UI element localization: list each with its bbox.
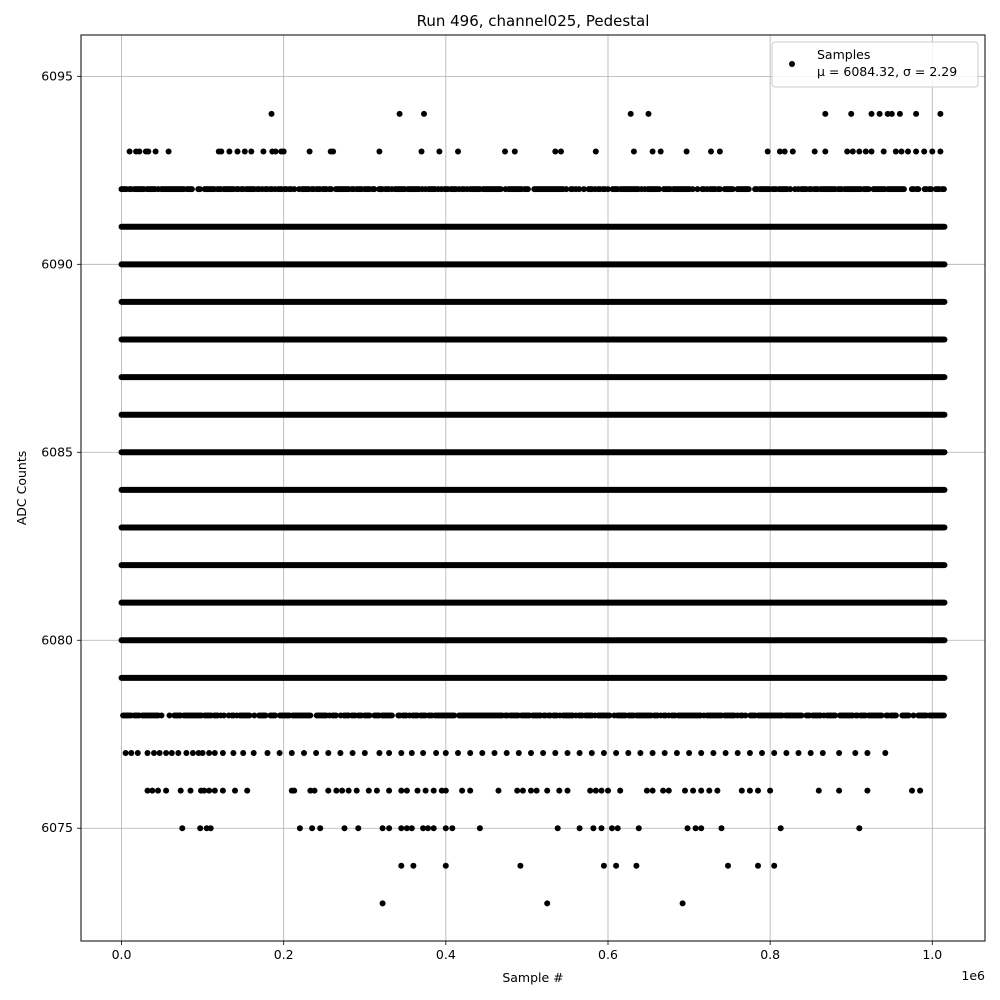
- sample-point: [822, 111, 828, 117]
- sample-point: [155, 788, 161, 794]
- sample-point: [240, 750, 246, 756]
- sample-point: [812, 149, 818, 155]
- sample-point: [662, 750, 668, 756]
- sample-point: [449, 825, 455, 831]
- sample-point: [771, 750, 777, 756]
- sample-point: [169, 750, 175, 756]
- y-axis-label: ADC Counts: [14, 450, 29, 526]
- sample-point: [265, 750, 271, 756]
- x-axis-label: Sample #: [502, 970, 564, 985]
- sample-point: [650, 149, 656, 155]
- sample-point: [504, 750, 510, 756]
- sample-point: [710, 750, 716, 756]
- sample-point: [496, 788, 502, 794]
- sample-point: [556, 788, 562, 794]
- sample-point: [625, 750, 631, 756]
- sample-point: [601, 750, 607, 756]
- sample-point: [633, 863, 639, 869]
- sample-point: [599, 825, 605, 831]
- sample-point: [698, 788, 704, 794]
- sample-point: [528, 788, 534, 794]
- sample-point: [397, 111, 403, 117]
- sample-point: [755, 788, 761, 794]
- sample-point: [631, 149, 637, 155]
- sample-point: [355, 825, 361, 831]
- sample-point: [514, 788, 520, 794]
- sample-point: [899, 149, 905, 155]
- sample-point: [350, 750, 356, 756]
- sample-point: [864, 750, 870, 756]
- sample-point: [747, 788, 753, 794]
- sample-point: [808, 750, 814, 756]
- sample-point: [869, 111, 875, 117]
- sample-point: [593, 788, 599, 794]
- sample-point: [708, 149, 714, 155]
- sample-point: [386, 825, 392, 831]
- sample-point: [520, 788, 526, 794]
- sample-point: [342, 825, 348, 831]
- sample-point: [636, 825, 642, 831]
- sample-point: [617, 788, 623, 794]
- sample-point: [145, 149, 151, 155]
- x-axis-offset-label: 1e6: [961, 968, 985, 983]
- sample-point: [273, 149, 279, 155]
- sample-point: [869, 149, 875, 155]
- sample-point: [183, 750, 189, 756]
- sample-point: [297, 825, 303, 831]
- sample-point: [123, 750, 129, 756]
- sample-point: [528, 750, 534, 756]
- sample-point: [637, 750, 643, 756]
- sample-point: [836, 750, 842, 756]
- sample-point: [153, 149, 159, 155]
- sample-point: [941, 186, 947, 192]
- sample-point: [226, 149, 232, 155]
- sample-point: [269, 111, 275, 117]
- sample-point: [455, 149, 461, 155]
- sample-point: [374, 788, 380, 794]
- sample-point: [517, 863, 523, 869]
- sample-point: [212, 750, 218, 756]
- sample-point: [248, 149, 254, 155]
- sample-point: [698, 750, 704, 756]
- sample-point: [398, 863, 404, 869]
- sample-point: [443, 863, 449, 869]
- sample-point: [433, 750, 439, 756]
- sample-point: [905, 149, 911, 155]
- y-tick-label: 6090: [41, 256, 73, 272]
- sample-point: [882, 750, 888, 756]
- sample-point: [755, 863, 761, 869]
- sample-point: [189, 186, 195, 192]
- sample-point: [534, 788, 540, 794]
- sample-point: [197, 825, 203, 831]
- sample-point: [544, 900, 550, 906]
- sample-point: [313, 750, 319, 756]
- sample-point: [660, 788, 666, 794]
- sample-point: [230, 750, 236, 756]
- sample-point: [232, 788, 238, 794]
- sample-point: [149, 788, 155, 794]
- sample-point: [135, 750, 141, 756]
- sample-point: [307, 712, 313, 718]
- sample-point: [759, 750, 765, 756]
- x-tick-label: 1.0: [922, 947, 943, 962]
- legend-stats: μ = 6084.32, σ = 2.29: [817, 64, 958, 79]
- sample-point: [685, 825, 691, 831]
- sample-point: [431, 825, 437, 831]
- x-tick-label: 0.0: [111, 947, 132, 962]
- sample-point: [747, 750, 753, 756]
- sample-point: [693, 825, 699, 831]
- sample-point: [386, 750, 392, 756]
- sample-point: [836, 788, 842, 794]
- sample-point: [291, 788, 297, 794]
- sample-point: [782, 149, 788, 155]
- sample-point: [244, 788, 250, 794]
- sample-point: [380, 825, 386, 831]
- legend: [772, 42, 978, 87]
- sample-point: [941, 712, 947, 718]
- sample-point: [455, 750, 461, 756]
- y-tick-label: 6095: [41, 68, 73, 84]
- sample-point: [512, 149, 518, 155]
- legend-series-name: Samples: [817, 47, 871, 62]
- sample-point: [714, 788, 720, 794]
- sample-point: [281, 149, 287, 155]
- sample-point: [650, 750, 656, 756]
- sample-point: [921, 149, 927, 155]
- sample-point: [492, 750, 498, 756]
- sample-point: [682, 788, 688, 794]
- sample-point: [206, 750, 212, 756]
- sample-point: [717, 149, 723, 155]
- sample-point: [443, 825, 449, 831]
- y-tick-label: 6085: [41, 444, 73, 460]
- sample-point: [893, 712, 899, 718]
- sample-point: [128, 750, 134, 756]
- sample-point: [190, 750, 196, 756]
- x-tick-label: 0.8: [760, 947, 781, 962]
- sample-point: [856, 825, 862, 831]
- sample-point: [398, 788, 404, 794]
- sample-point: [409, 825, 415, 831]
- sample-point: [658, 149, 664, 155]
- sample-point: [601, 863, 607, 869]
- sample-point: [690, 788, 696, 794]
- sample-point: [937, 111, 943, 117]
- sample-point: [431, 788, 437, 794]
- sample-point: [459, 788, 465, 794]
- sample-point: [425, 825, 431, 831]
- sample-point: [565, 750, 571, 756]
- sample-point: [419, 149, 425, 155]
- x-tick-label: 0.4: [435, 947, 456, 962]
- sample-point: [897, 111, 903, 117]
- sample-point: [362, 750, 368, 756]
- sample-point: [420, 750, 426, 756]
- sample-point: [179, 825, 185, 831]
- sample-point: [577, 825, 583, 831]
- sample-point: [376, 750, 382, 756]
- sample-point: [159, 712, 165, 718]
- sample-point: [852, 750, 858, 756]
- chart-title: Run 496, channel025, Pedestal: [416, 12, 650, 30]
- sample-point: [188, 788, 194, 794]
- sample-point: [136, 149, 142, 155]
- sample-point: [778, 825, 784, 831]
- sample-point: [235, 149, 241, 155]
- sample-point: [856, 149, 862, 155]
- sample-point: [218, 149, 224, 155]
- y-tick-label: 6080: [41, 632, 73, 648]
- sample-point: [863, 149, 869, 155]
- sample-point: [674, 750, 680, 756]
- sample-point: [816, 788, 822, 794]
- sample-point: [719, 825, 725, 831]
- sample-point: [587, 788, 593, 794]
- sample-point: [206, 788, 212, 794]
- sample-point: [613, 863, 619, 869]
- sample-point: [767, 788, 773, 794]
- sample-point: [443, 788, 449, 794]
- sample-point: [698, 825, 704, 831]
- sample-point: [398, 750, 404, 756]
- sample-point: [325, 788, 331, 794]
- sample-point: [366, 788, 372, 794]
- sample-point: [615, 825, 621, 831]
- sample-point: [208, 825, 214, 831]
- sample-point: [145, 750, 151, 756]
- sample-point: [771, 863, 777, 869]
- sample-point: [684, 149, 690, 155]
- sample-point: [820, 750, 826, 756]
- sample-point: [706, 788, 712, 794]
- sample-point: [725, 863, 731, 869]
- sample-point: [589, 750, 595, 756]
- sample-point: [200, 750, 206, 756]
- sample-point: [212, 788, 218, 794]
- sample-point: [220, 788, 226, 794]
- sample-point: [502, 149, 508, 155]
- x-tick-label: 0.6: [598, 947, 618, 962]
- sample-point: [555, 825, 561, 831]
- sample-point: [796, 750, 802, 756]
- sample-point: [680, 900, 686, 906]
- sample-point: [552, 750, 558, 756]
- sample-point: [477, 825, 483, 831]
- sample-point: [901, 186, 907, 192]
- sample-point: [325, 750, 331, 756]
- sample-point: [599, 788, 605, 794]
- sample-point: [251, 750, 257, 756]
- sample-point: [565, 788, 571, 794]
- sample-point: [339, 788, 345, 794]
- sample-point: [746, 186, 752, 192]
- sample-point: [479, 750, 485, 756]
- sample-point: [127, 149, 133, 155]
- sample-point: [929, 149, 935, 155]
- legend-marker: [789, 61, 795, 67]
- sample-point: [552, 149, 558, 155]
- sample-point: [178, 788, 184, 794]
- sample-point: [415, 788, 421, 794]
- sample-point: [277, 750, 283, 756]
- sample-point: [163, 788, 169, 794]
- sample-point: [848, 111, 854, 117]
- sample-point: [644, 788, 650, 794]
- sample-point: [312, 788, 318, 794]
- sample-point: [151, 750, 157, 756]
- sample-point: [421, 111, 427, 117]
- sample-point: [436, 149, 442, 155]
- sample-point: [260, 149, 266, 155]
- sample-point: [850, 149, 856, 155]
- sample-point: [525, 186, 531, 192]
- sample-point: [330, 149, 336, 155]
- sample-point: [443, 750, 449, 756]
- sample-point: [723, 750, 729, 756]
- sample-point: [609, 825, 615, 831]
- sample-point: [346, 788, 352, 794]
- sample-point: [628, 111, 634, 117]
- sample-point: [915, 186, 921, 192]
- sample-point: [765, 149, 771, 155]
- sample-point: [166, 149, 172, 155]
- sample-point: [220, 750, 226, 756]
- sample-point: [881, 149, 887, 155]
- sample-point: [467, 788, 473, 794]
- sample-point: [289, 750, 295, 756]
- sample-point: [889, 111, 895, 117]
- sample-point: [516, 750, 522, 756]
- sample-point: [376, 149, 382, 155]
- sample-point: [650, 788, 656, 794]
- sample-point: [380, 900, 386, 906]
- sample-point: [389, 712, 395, 718]
- sample-point: [686, 750, 692, 756]
- sample-point: [410, 863, 416, 869]
- sample-point: [913, 111, 919, 117]
- sample-point: [613, 750, 619, 756]
- sample-point: [590, 825, 596, 831]
- sample-point: [404, 788, 410, 794]
- sample-point: [398, 825, 404, 831]
- sample-point: [175, 750, 181, 756]
- sample-point: [337, 750, 343, 756]
- sample-point: [577, 750, 583, 756]
- sample-point: [242, 149, 248, 155]
- sample-point: [333, 788, 339, 794]
- sample-point: [937, 149, 943, 155]
- sample-point: [409, 750, 415, 756]
- sample-point: [783, 750, 789, 756]
- sample-point: [646, 111, 652, 117]
- sample-point: [423, 788, 429, 794]
- sample-point: [307, 149, 313, 155]
- sample-point: [605, 788, 611, 794]
- sample-point: [739, 788, 745, 794]
- sample-point: [540, 750, 546, 756]
- sample-point: [354, 788, 360, 794]
- sample-point: [735, 750, 741, 756]
- sample-point: [864, 788, 870, 794]
- sample-point: [467, 750, 473, 756]
- sample-point: [309, 825, 315, 831]
- sample-point: [558, 149, 564, 155]
- sample-point: [909, 788, 915, 794]
- sample-point: [157, 750, 163, 756]
- y-tick-label: 6075: [41, 820, 73, 836]
- sample-point: [163, 750, 169, 756]
- x-tick-label: 0.2: [273, 947, 294, 962]
- sample-point: [893, 149, 899, 155]
- sample-point: [877, 111, 883, 117]
- sample-point: [386, 788, 392, 794]
- sample-point: [822, 149, 828, 155]
- sample-point: [317, 825, 323, 831]
- sample-point: [844, 149, 850, 155]
- sample-point: [544, 788, 550, 794]
- sample-point: [301, 750, 307, 756]
- sample-point: [917, 788, 923, 794]
- sample-point: [790, 149, 796, 155]
- sample-point: [666, 788, 672, 794]
- sample-point: [913, 149, 919, 155]
- sample-point: [593, 149, 599, 155]
